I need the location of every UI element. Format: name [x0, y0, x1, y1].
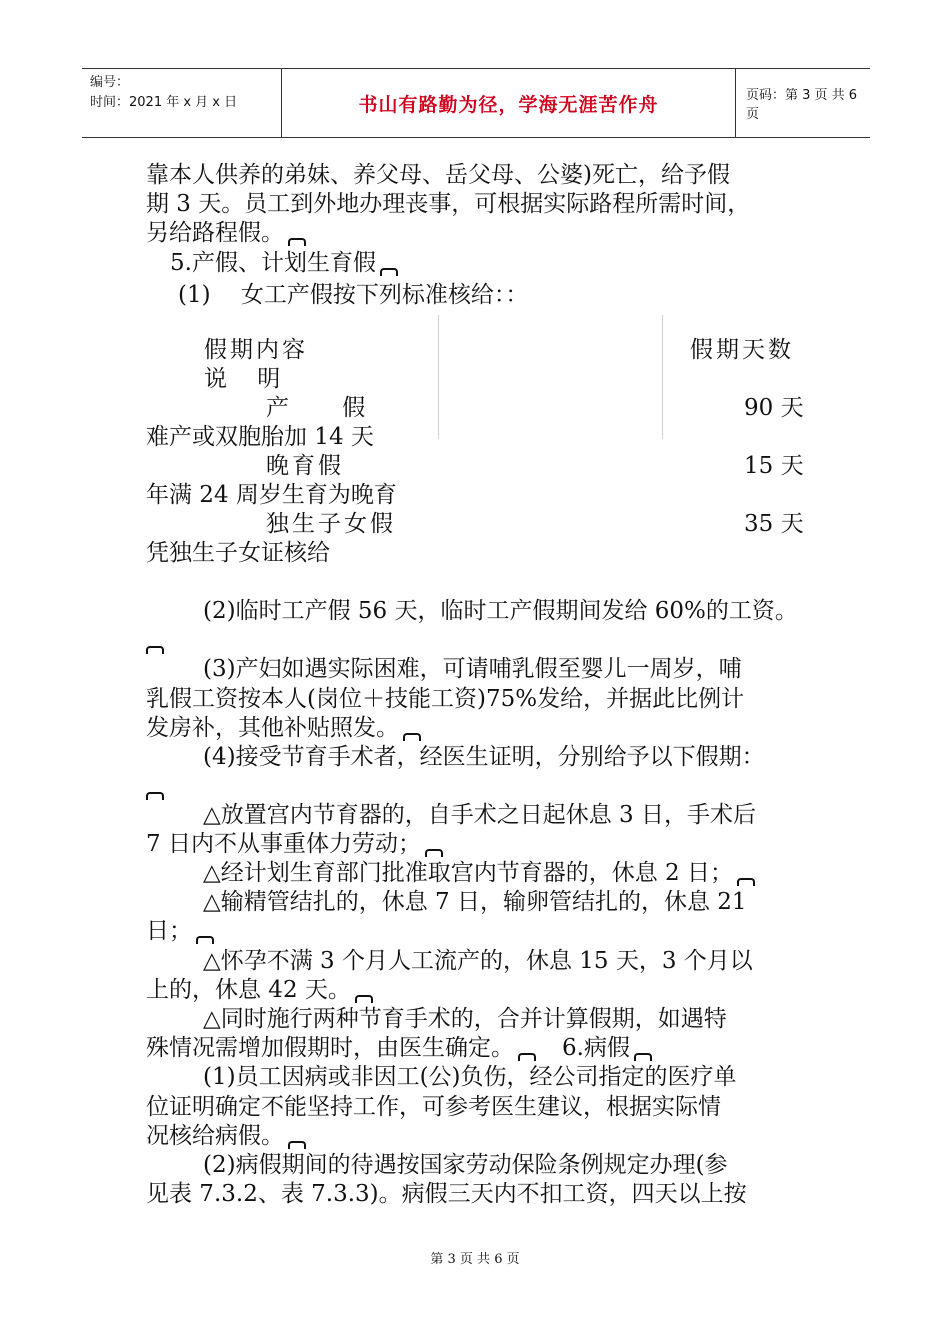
table-divider — [438, 315, 439, 439]
text-line: (1)员工因病或非因工(公)负伤，经公司指定的医疗单 — [203, 1064, 737, 1090]
text-line: 7 日内不从事重体力劳动； — [146, 829, 443, 859]
paragraph-mark-icon — [196, 936, 214, 944]
text-line: △经计划生育部门批准取宫内节育器的，休息 2 日； — [203, 858, 755, 888]
page-footer: 第 3 页 共 6 页 — [430, 1252, 520, 1267]
text-line: 殊情况需增加假期时，由医生确定。 6.病假 — [146, 1033, 652, 1063]
paragraph-mark-icon — [425, 849, 443, 857]
text-line: 上的，休息 42 天。 — [146, 975, 373, 1005]
table-row-content: 独生子女假 — [266, 511, 396, 537]
table-row-note: 难产或双胞胎加 14 天 — [146, 424, 374, 450]
paragraph-mark-icon — [146, 792, 164, 800]
text-line: △输精管结扎的，休息 7 日，输卵管结扎的，休息 21 — [203, 889, 747, 915]
text-line: 位证明确定不能坚持工作，可参考医生建议，根据实际情 — [146, 1094, 721, 1120]
table-row-days: 15 天 — [744, 453, 804, 479]
paragraph-mark-icon — [737, 878, 755, 886]
table-divider — [662, 315, 663, 439]
paragraph-mark-icon — [288, 1141, 306, 1149]
text-line: (3)产妇如遇实际困难，可请哺乳假至婴儿一周岁，哺 — [203, 656, 742, 682]
text-line: 另给路程假。 — [146, 218, 306, 248]
table-header-days: 假期天数 — [690, 337, 794, 363]
paragraph-mark-icon — [380, 268, 398, 276]
table-row-note: 凭独生子女证核给 — [146, 540, 330, 566]
table-row-content: 产 假 — [266, 395, 366, 421]
text-line: △怀孕不满 3 个月人工流产的，休息 15 天，3 个月以 — [203, 948, 753, 974]
text-line: 况核给病假。 — [146, 1121, 306, 1151]
table-header-content: 假期内容 — [204, 337, 308, 363]
header-motto: 书山有路勤为径，学海无涯苦作舟 — [358, 93, 659, 116]
section-heading: 5.产假、计划生育假 — [170, 248, 398, 278]
text-line: 发房补，其他补贴照发。 — [146, 713, 421, 743]
text-line: (4)接受节育手术者，经医生证明，分别给予以下假期： — [203, 744, 765, 770]
text-line: △同时施行两种节育手术的，合并计算假期，如遇特 — [203, 1006, 727, 1032]
text-line: (2)临时工产假 56 天，临时工产假期间发给 60%的工资。 — [203, 598, 798, 624]
text-line: △放置宫内节育器的，自手术之日起休息 3 日，手术后 — [203, 802, 756, 828]
text-line: 日； — [146, 916, 214, 946]
doc-time-label: 时间：2021 年 x 月 x 日 — [90, 95, 238, 110]
paragraph-mark-icon — [355, 995, 373, 1003]
header-meta — [82, 69, 282, 137]
paragraph-mark-icon — [518, 1053, 536, 1061]
paragraph-mark-icon — [403, 733, 421, 741]
table-row-note: 年满 24 周岁生育为晚育 — [146, 482, 397, 508]
text-line: 靠本人供养的弟妹、养父母、岳父母、公婆)死亡，给予假 — [146, 162, 730, 188]
table-row-content: 晚育假 — [266, 453, 344, 479]
header-motto-cell — [282, 69, 736, 137]
table-row-days: 90 天 — [744, 395, 804, 421]
header-page-info: 页码：第 3 页 共 6 页 — [746, 88, 858, 122]
text-line: (1) 女工产假按下列标准核给：： — [178, 282, 529, 308]
page-header — [82, 68, 870, 138]
table-row-days: 35 天 — [744, 511, 804, 537]
paragraph-mark-icon — [288, 238, 306, 246]
paragraph-mark-icon — [146, 646, 164, 654]
text-line: 见表 7.3.2、表 7.3.3)。病假三天内不扣工资，四天以上按 — [146, 1181, 747, 1207]
text-line: 乳假工资按本人(岗位＋技能工资)75%发给，并据此比例计 — [146, 686, 745, 712]
section-heading: 6.病假 — [562, 1035, 630, 1061]
text-line: 期 3 天。员工到外地办理丧事，可根据实际路程所需时间， — [146, 191, 751, 217]
doc-number-label: 编号： — [90, 75, 130, 90]
text-line — [146, 626, 164, 656]
text-line — [146, 772, 164, 802]
table-header-note: 说 明 — [204, 366, 281, 392]
paragraph-mark-icon — [634, 1053, 652, 1061]
text-line: (2)病假期间的待遇按国家劳动保险条例规定办理(参 — [203, 1152, 728, 1178]
